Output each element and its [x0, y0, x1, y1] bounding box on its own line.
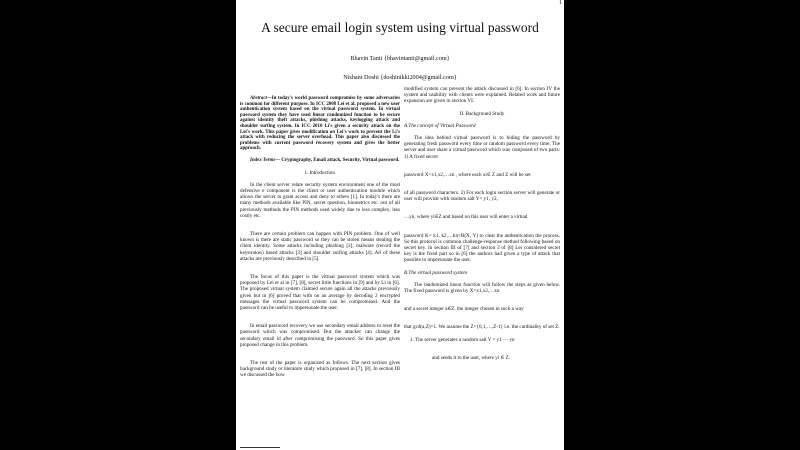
left-dark-margin [0, 0, 236, 450]
paragraph: modified system can prevent the attack discussed in [6]. In section IV the system and usability with clients were explained. Related work and future expansion are given in section VI. [404, 86, 560, 105]
subsection-heading-a: A.The concept of Virtual Password [404, 122, 476, 129]
paragraph: There are certain problem can happen with PIN problem. One of well known is there are static password so they can be stolen means stealing the client identity. Some attacks including phishing [2], malware (record the keystrokes) based attacks [3] and shoulder surfing attacks [4]. All of these attacks are previously described in [5]. [240, 230, 400, 262]
list-item-continuation: and sends it to the user, where yi ∈ Z. [432, 354, 510, 361]
list-item: 1. The server generates a random salt Y = y1 ··· yn [410, 336, 515, 343]
index-terms-text: — Cryptography, Email attack, Security, Virtual password. [275, 157, 400, 163]
document-page [236, 0, 564, 450]
abstract-lead: Abstract [250, 96, 267, 101]
paragraph: that gcd(a,Z)=1. We assume the Z={0,1,…,Z-1} i.e. the cardinality of set Z. [404, 324, 560, 331]
paragraph: password K= k1, k2,…kn=B(X, Y) to clear the authentication the process. So this protocol is common challenge-response method following based on secret key. In section III of [7] and section 3 of [8] Lei considered secret key is the fixed part so in [6] the authors had given a type of attack that possible to impersonate the user. [404, 232, 560, 264]
paragraph: of all password characters. 2) For each login section server will generate or user will provide with random salt Y= y1, y2, [404, 190, 560, 203]
right-column [404, 86, 560, 367]
abstract-text: —In today's world password compromise by some adversaries is common for different purpose. In ICC 2008 Lei et al. proposed a new user authentication system based on the virtual password system. In virtual password system they have used linear randomized function to be secure against identity theft attacks, phishing attacks, keylogging attack and shoulder surfing system. In ICC 2010 Li's given a security attack on the Lei's work. This paper gives modification on Lei's work to prevent the Li's attack with reducing the server overhead. This paper also discussed the problems with current password recovery system and gives the better approach. [240, 96, 400, 152]
subsection-heading-b: B.The virtual password system [404, 269, 467, 276]
paragraph: The focus of this paper is the virtual password system which was proposed by Lei et al in [7], [8], secret little functions in [9] and by Li in [6]. The proposed virtual system claimed secure again all the attacks previously given but in [6] proved that with on an average by decoding 2 encrypted messages the virtual password system can be compromised. And the password can be useful to impersonate the user. [240, 273, 400, 311]
left-column [240, 96, 400, 385]
formula-line: and a secret integer a∈Z. the integer chosen in such a way [404, 306, 524, 313]
footnote-rule [240, 447, 280, 448]
page-number: 1 [559, 0, 562, 6]
paragraph: In email password recovery we use secondary email address to reset the password which was compromised. But the attacker can change the secondary email id after compromising the password. So this paper gives proposed change in this problem. [240, 323, 400, 348]
paragraph: In the client server relate security system environment one of the most defensive e component is the client or user authentication module which allows the server to grant access and deny to others [1]. In today's there are many methods available like PIN, secret question, biometrics etc. out of all previously methods the PIN methods used widely due to less complex, less costly etc. [240, 181, 400, 219]
author-2: Nishant Doshi {doshinikki2004@gmail.com} [343, 74, 457, 81]
author-1: Bhavin Tanti {bhavintanti@gmail.com} [350, 55, 450, 62]
right-dark-margin [564, 0, 800, 450]
formula-line: …yn, where yi∈Z and based on this user will enter a virtual [404, 214, 528, 221]
paragraph: The randomized linear function will follow the steps as given below. The fixed password is given by X=x1,x2,…xn [404, 281, 560, 295]
paper-title: A secure email login system using virtual password [261, 20, 539, 35]
paragraph: The idea behind virtual password is to hiding the password by generating fresh password every time or random password every time. The server and user share a virtual password which was composed of two parts: 1) A fixed secret [404, 135, 560, 160]
section-heading-introduction: I. Introduction [305, 169, 335, 176]
index-terms [240, 158, 400, 164]
section-heading-background: II. Background Study [459, 110, 505, 117]
paragraph: The rest of the paper is organized as follows. The next section gives background study or literature study which proposed in [7], [8]. In section III we discussed the how [240, 360, 400, 379]
index-terms-lead: Index Terms [250, 157, 276, 163]
formula-line: password X=x1,x2,…xn , where each xi∈ Z and Z will be set [404, 171, 531, 178]
abstract [240, 96, 400, 152]
